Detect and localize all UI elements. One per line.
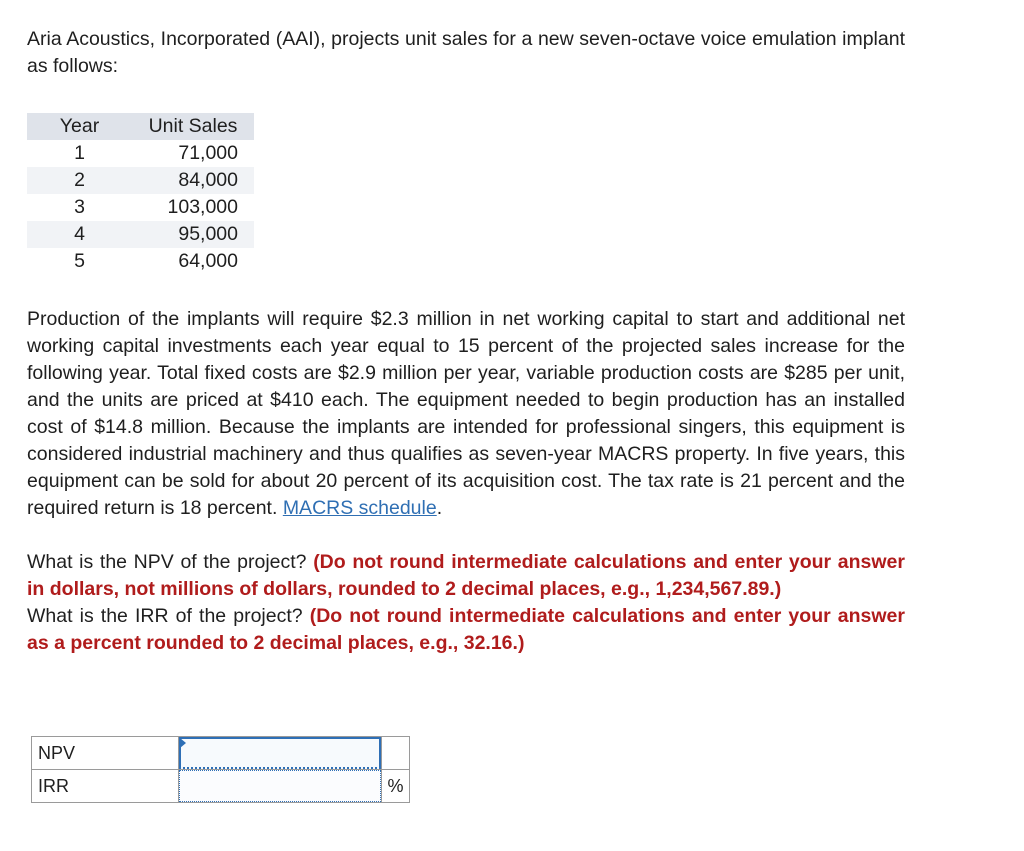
year-header: Year xyxy=(27,113,132,140)
table-row xyxy=(27,221,254,248)
intro-text: Aria Acoustics, Incorporated (AAI), projects unit sales for a new seven-octave voice emulation implant as follows: xyxy=(27,28,905,77)
npv-unit xyxy=(382,737,410,770)
unit-sales-table xyxy=(27,113,254,275)
year-cell: 2 xyxy=(27,167,132,194)
npv-question xyxy=(27,549,905,603)
unit-sales-header: Unit Sales xyxy=(132,113,254,140)
npv-input-cell xyxy=(179,737,382,770)
irr-question-text: What is the IRR of the project? xyxy=(27,605,303,627)
answer-row-npv xyxy=(32,737,410,770)
problem-content xyxy=(27,26,905,657)
macrs-schedule-link[interactable]: MACRS schedule xyxy=(282,497,437,519)
questions xyxy=(27,549,905,657)
year-cell: 1 xyxy=(74,142,85,164)
irr-label: IRR xyxy=(32,770,179,803)
body-text: Production of the implants will require $2.3 million in net working capital to start and additional net working capital investments each year equal to 15 percent of the projected sales increase for the following year. Total fixed costs are $2.9 million per year, variable production costs are $285 per unit, and the units are priced at $410 each. The equipment needed to begin production has an installed cost of $14.8 million. Because the implants are intended for professional singers, this equipment is considered industrial machinery and thus qualifies as seven-year MACRS property. In five years, this equipment can be sold for about 20 percent of its acquisition cost. The tax rate is 21 percent and the required return is 18 percent. xyxy=(27,308,905,519)
answer-table xyxy=(31,736,410,803)
table-row xyxy=(27,248,254,275)
irr-input-cell xyxy=(179,770,382,803)
table-row xyxy=(27,167,254,194)
irr-instruction: (Do not round intermediate calculations and enter your answer as a percent rounded to 2 decimal places, e.g., 32.16.) xyxy=(27,605,905,654)
npv-instruction: (Do not round intermediate calculations and enter your answer in dollars, not millions of dollars, rounded to 2 decimal places, e.g., 1,234,567.89.) xyxy=(27,551,905,600)
irr-question xyxy=(27,603,905,657)
npv-label: NPV xyxy=(32,737,179,770)
unit-sales-cell: 64,000 xyxy=(178,250,238,272)
year-cell: 5 xyxy=(74,250,85,272)
answer-row-irr xyxy=(32,770,410,803)
unit-sales-cell: 95,000 xyxy=(132,221,254,248)
irr-percent-unit: % xyxy=(382,770,410,803)
year-cell: 3 xyxy=(74,196,85,218)
problem-body: Production of the implants will require $2.3 million in net working capital to start and additional net working capital investments each year equal to 15 percent of the projected sales increase for the following year. Total fixed costs are $2.9 million per year, variable production costs are $285 per unit, and the units are priced at $410 each. The equipment needed to begin production has an installed cost of $14.8 million. Because the implants are intended for professional singers, this equipment is considered industrial machinery and thus qualifies as seven-year MACRS property. In five years, this equipment can be sold for about 20 percent of its acquisition cost. The tax rate is 21 percent and the required return is 18 percent. MACRS schedule. xyxy=(27,308,905,519)
unit-sales-cell: 71,000 xyxy=(178,142,238,164)
npv-question-text: What is the NPV of the project? xyxy=(27,551,307,573)
table-row xyxy=(27,140,254,167)
irr-input[interactable] xyxy=(179,770,381,802)
unit-sales-cell: 103,000 xyxy=(167,196,238,218)
year-cell: 4 xyxy=(27,221,132,248)
active-field-marker-icon xyxy=(180,738,186,748)
unit-sales-cell: 84,000 xyxy=(132,167,254,194)
npv-input[interactable] xyxy=(179,737,381,769)
table-row xyxy=(27,194,254,221)
table-header-row xyxy=(27,113,254,140)
